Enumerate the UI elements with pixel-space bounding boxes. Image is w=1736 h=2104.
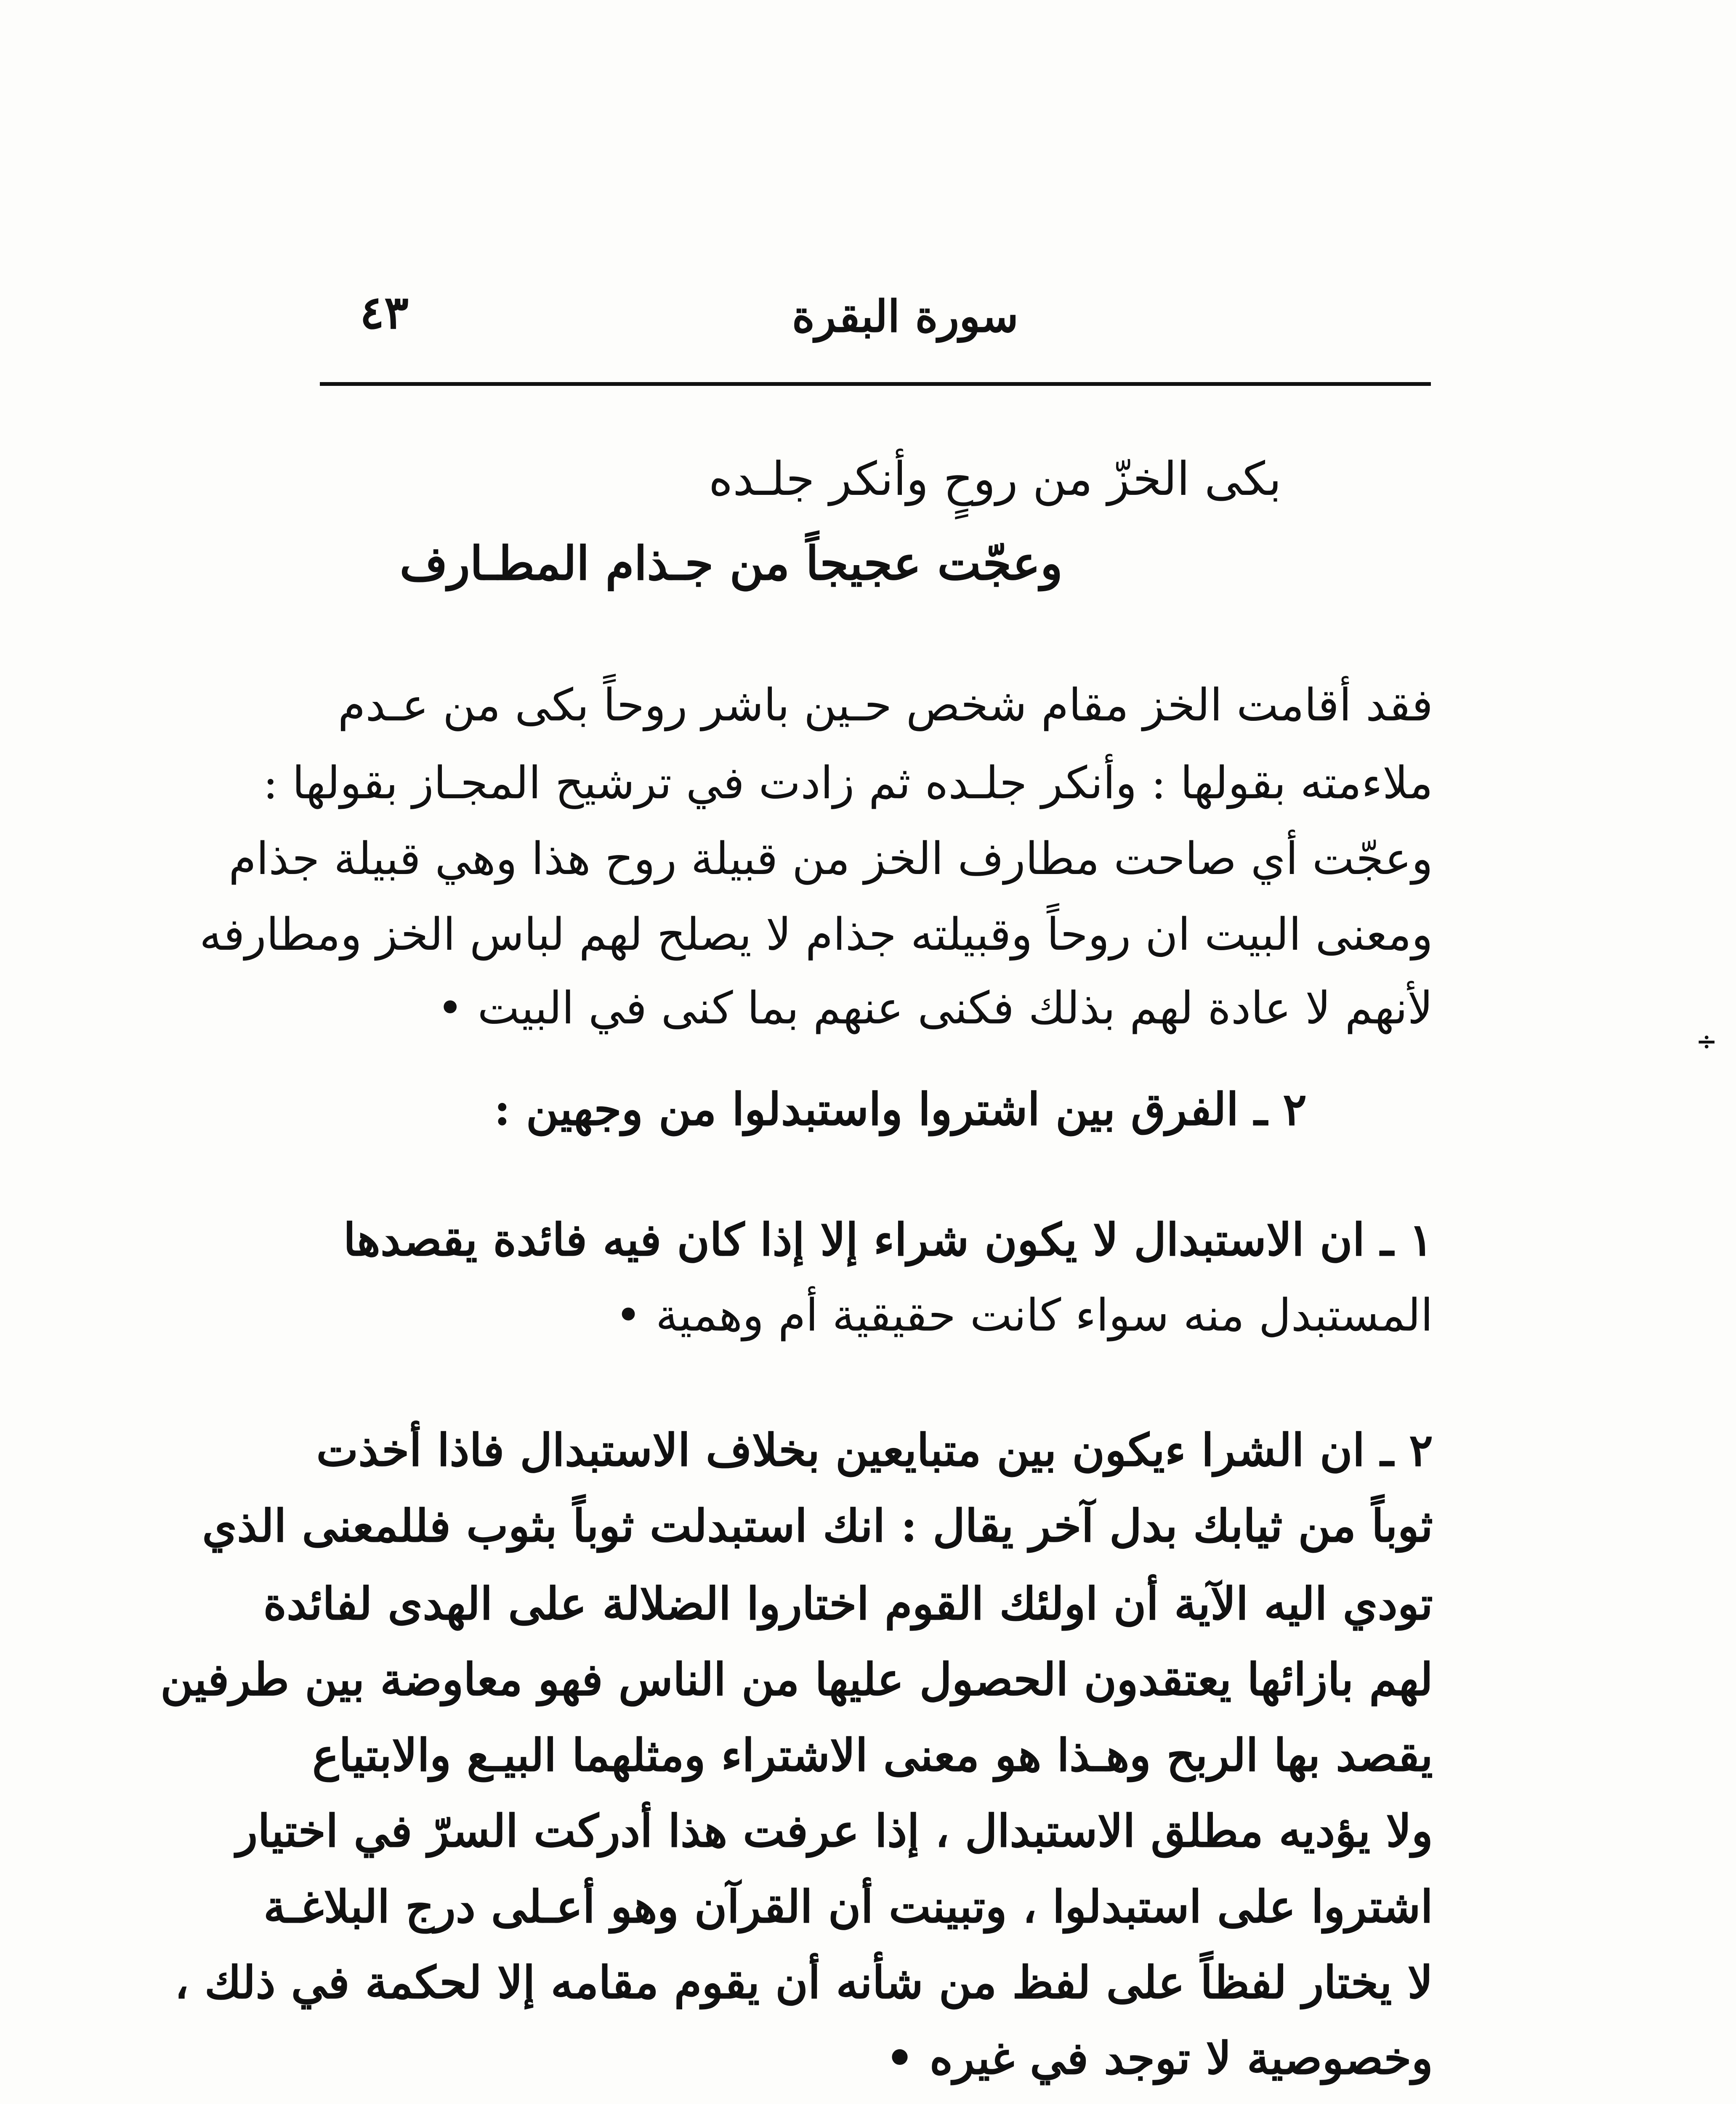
explanation-line: وعجّت أي صاحت مطارف الخز من قبيلة روح هذا وهي قبيلة جذام <box>229 833 1433 885</box>
point-1-line: المستبدل منه سواء كانت حقيقية أم وهمية • <box>615 1289 1433 1341</box>
point-1-line: ١ ـ ان الاستبدال لا يكون شراء إلا إذا كان فيه فائدة يقصدها <box>343 1213 1433 1266</box>
point-2-line: لهم بازائها يعتقدون الحصول عليها من الناس فهو معاوضة بين طرفين <box>160 1653 1433 1706</box>
point-2-line: وخصوصية لا توجد في غيره • <box>885 2032 1433 2084</box>
explanation-line: ومعنى البيت ان روحاً وقبيلته جذام لا يصلح لهم لباس الخز ومطارفه <box>199 909 1433 960</box>
point-2-line: ثوباً من ثيابك بدل آخر يقال : انك استبدلت ثوباً بثوب فللمعنى الذي <box>202 1499 1433 1552</box>
explanation-line: ملاءمته بقولها : وأنكر جلـده ثم زادت في ترشيح المجـاز بقولها : <box>263 757 1433 809</box>
point-2-line: ولا يؤديه مطلق الاستبدال ، إذا عرفت هذا أدركت السرّ في اختيار <box>236 1804 1433 1857</box>
explanation-line: لأنهم لا عادة لهم بذلك فكنى عنهم بما كنى في البيت • <box>437 982 1433 1034</box>
page-number: ٤٣ <box>360 286 409 339</box>
verse-line-2: وعجّت عجيجاً من جـذام المطـارف <box>399 536 1063 590</box>
point-2-line: لا يختار لفظاً على لفظ من شأنه أن يقوم مقامه إلا لحكمة في ذلك ، <box>174 1956 1433 2008</box>
point-2-line: ٢ ـ ان الشرا ءيكون بين متبايعين بخلاف الاستبدال فاذا أخذت <box>316 1424 1433 1476</box>
page-header <box>320 278 1431 362</box>
section-2-heading: ٢ ـ الفرق بين اشتروا واستبدلوا من وجهين : <box>494 1083 1307 1135</box>
margin-mark: ÷ <box>1696 1027 1717 1056</box>
running-title: سورة البقرة <box>792 290 1018 342</box>
point-2-line: تودي اليه الآية أن اولئك القوم اختاروا الضلالة على الهدى لفائدة <box>263 1577 1433 1630</box>
verse-line-1: بكى الخزّ من روحٍ وأنكر جلـده <box>708 452 1281 506</box>
point-2-line: يقصد بها الربح وهـذا هو معنى الاشتراء ومثلهما البيـع والابتياع <box>312 1729 1433 1781</box>
point-2-line: اشتروا على استبدلوا ، وتبينت أن القرآن وهو أعـلى درج البلاغـة <box>263 1880 1433 1933</box>
explanation-line: فقد أقامت الخز مقام شخص حـين باشر روحاً بكى من عـدم <box>338 679 1433 731</box>
header-rule <box>320 382 1431 386</box>
